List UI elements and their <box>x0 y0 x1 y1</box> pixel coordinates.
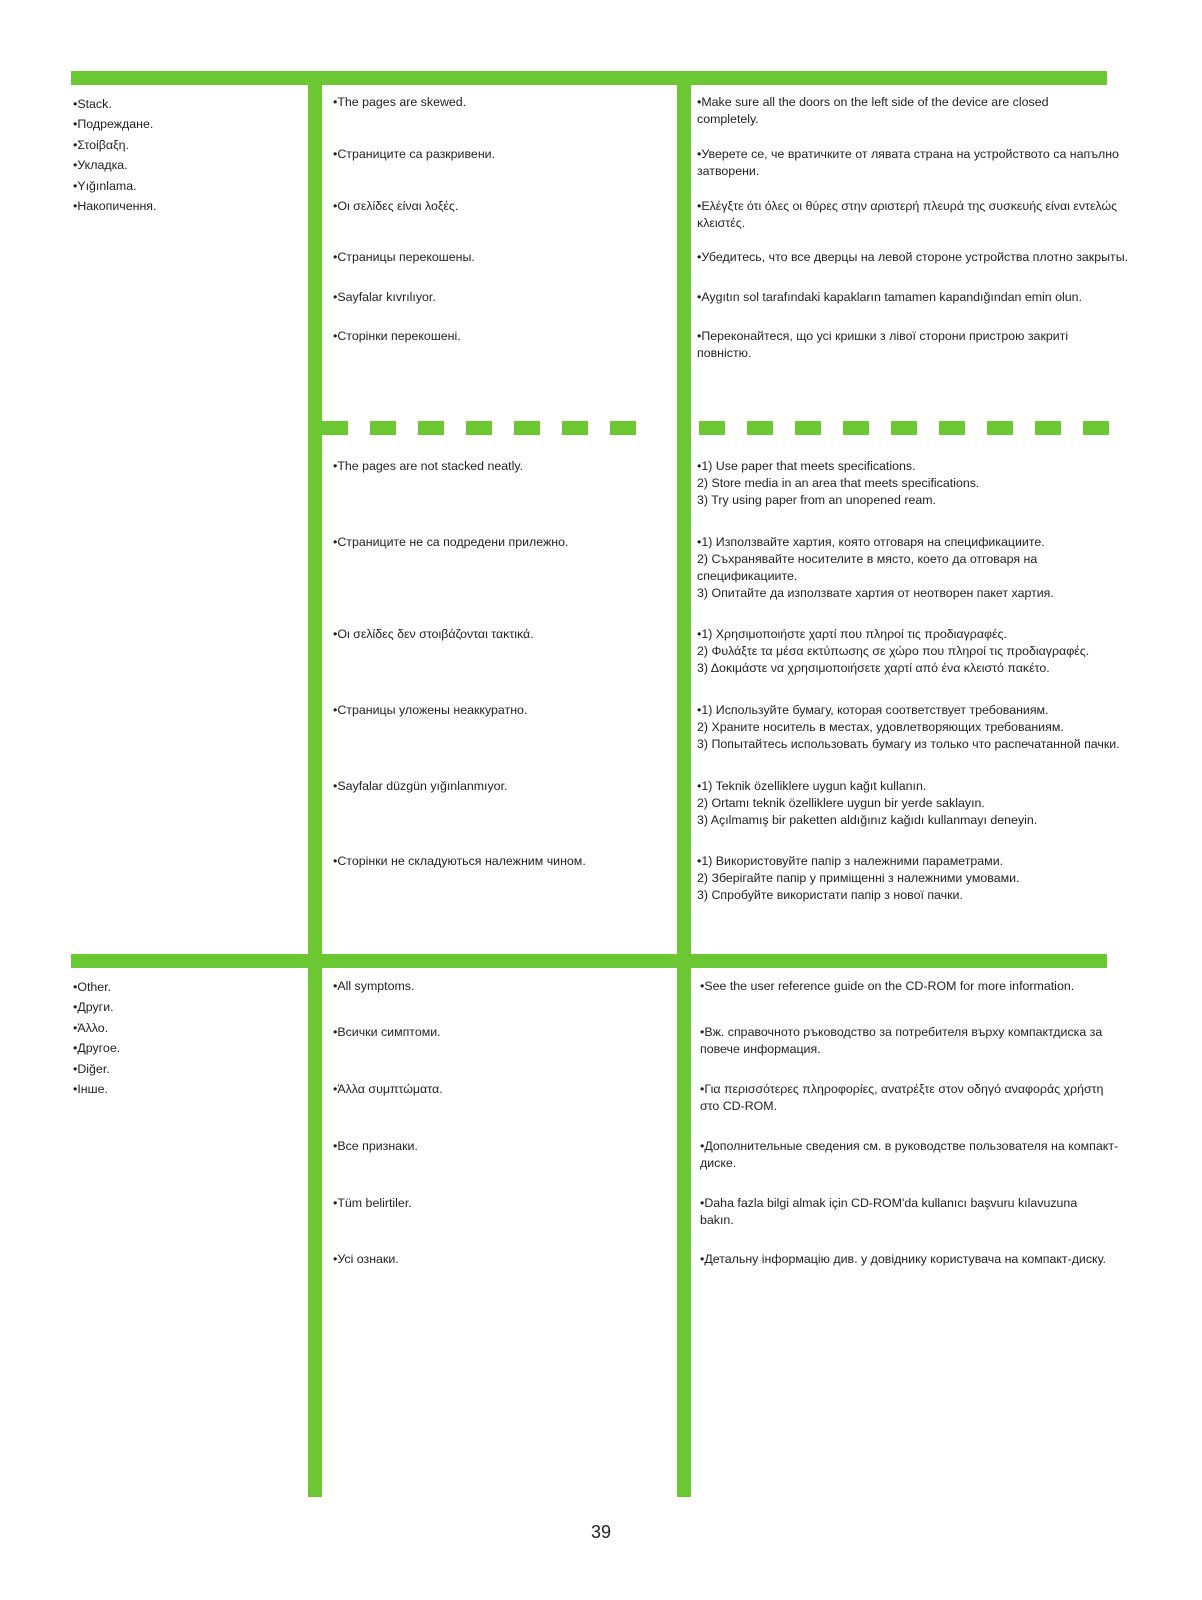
dash-segment <box>322 421 348 435</box>
dash-segment <box>843 421 869 435</box>
problem-text: •Сторінки не складуються належним чином. <box>333 854 586 868</box>
problem-text: •Sayfalar kıvrılıyor. <box>333 290 436 304</box>
category-item: •Накопичення. <box>73 199 157 214</box>
solution-text: •Детальну інформацію див. у довіднику користувача на компакт-диску. <box>700 1252 1107 1266</box>
category-item: •Άλλο. <box>73 1020 109 1035</box>
category-item: •Diğer. <box>73 1061 110 1076</box>
problem-text: •Οι σελίδες είναι λοξές. <box>333 199 459 213</box>
solution-text: •1) Використовуйте папір з належними параметрами. 2) Зберігайте папір у приміщенні з належними умовами. 3) Спробуйте використати папір з нової пачки. <box>697 854 1020 902</box>
section-rule <box>71 954 1107 968</box>
problem-text: •Άλλα συμπτώματα. <box>333 1082 443 1096</box>
solution-text: •Убедитесь, что все дверцы на левой стороне устройства плотно закрыты. <box>697 250 1129 264</box>
top-rule <box>71 71 1107 85</box>
category-item: •Інше. <box>73 1082 108 1097</box>
problem-text: •Страниците не са подредени прилежно. <box>333 535 569 549</box>
dash-segment <box>1083 421 1109 435</box>
dash-segment <box>747 421 773 435</box>
problem-text: •Страницы уложены неаккуратно. <box>333 703 528 717</box>
category-item: •Другое. <box>73 1041 121 1056</box>
problem-text: •Усі ознаки. <box>333 1252 399 1266</box>
solution-text: •Για περισσότερες πληροφορίες, ανατρέξτε στον οδηγό αναφοράς χρήστη στο CD-ROM. <box>700 1082 1104 1113</box>
solution-text: •See the user reference guide on the CD-ROM for more information. <box>700 979 1075 993</box>
solution-text: •Aygıtın sol tarafındaki kapakların tamamen kapandığından emin olun. <box>697 290 1083 304</box>
category-list-stack <box>73 94 156 216</box>
category-list-other <box>73 977 120 1099</box>
dash-segment <box>1035 421 1061 435</box>
problem-text: •Страницы перекошены. <box>333 250 475 264</box>
solution-text: •1) Teknik özelliklere uygun kağıt kullanın. 2) Ortamı teknik özelliklere uygun bir yerde saklayın. 3) Açılmamış bir paketten aldığınız kağıdı kullanmayı deneyin. <box>697 779 1038 827</box>
solution-text: •Дополнительные сведения см. в руководстве пользователя на компакт- диске. <box>700 1139 1119 1170</box>
solution-text: •1) Χρησιμοποιήστε χαρτί που πληροί τις προδιαγραφές. 2) Φυλάξτε τα μέσα εκτύπωσης σε χώρο που πληροί τις προδιαγραφές. 3) Δοκιμάστε να χρησιμοποιήσετε χαρτί από ένα κλειστό πακέτο. <box>697 627 1090 675</box>
problem-text: •Страниците са разкривени. <box>333 147 496 161</box>
category-item: •Stack. <box>73 97 112 111</box>
problem-text: •Οι σελίδες δεν στοιβάζονται τακτικά. <box>333 627 534 641</box>
dash-segment <box>699 421 725 435</box>
dash-segment <box>610 421 636 435</box>
category-item: •Other. <box>73 980 112 994</box>
solution-text: •Вж. справочното ръководство за потребителя върху компактдиска за повече информация. <box>700 1025 1103 1056</box>
page-number: 39 <box>590 1522 612 1542</box>
category-item: •Yığınlama. <box>73 178 137 193</box>
problem-text: •Всички симптоми. <box>333 1025 441 1039</box>
dash-segment <box>418 421 444 435</box>
problem-text: •Все признаки. <box>333 1139 418 1153</box>
dash-segment <box>466 421 492 435</box>
solution-text: •Уверете се, че вратичките от лявата страна на устройството са напълно затворени. <box>697 147 1119 178</box>
column-rule-right <box>677 71 691 1497</box>
solution-text: •Переконайтеся, що усі кришки з лівої сторони пристрою закриті повністю. <box>697 329 1069 360</box>
solution-text: •1) Используйте бумагу, которая соответствует требованиям. 2) Храните носитель в местах, удовлетворяющих требованиям. 3) Попытайтесь использовать бумагу из только что распечатанной пачки. <box>697 703 1120 751</box>
solution-text: •Daha fazla bilgi almak için CD-ROM'da kullanıcı başvuru kılavuzuna bakın. <box>700 1196 1078 1227</box>
problem-text: •Tüm belirtiler. <box>333 1196 412 1210</box>
dash-segment <box>514 421 540 435</box>
category-item: •Укладка. <box>73 158 128 173</box>
solution-text: •1) Използвайте хартия, която отговаря на спецификациите. 2) Съхранявайте носителите в място, което да отговаря на спецификациите. 3) Опитайте да използвате хартия от неотворен пакет хартия. <box>697 535 1054 600</box>
problem-text: •All symptoms. <box>333 979 415 993</box>
problem-text: •The pages are not stacked neatly. <box>333 459 524 473</box>
solution-text: •Make sure all the doors on the left side of the device are closed completely. <box>697 95 1049 126</box>
dash-segment <box>987 421 1013 435</box>
solution-text: •1) Use paper that meets specifications. 2) Store media in an area that meets specifications. 3) Try using paper from an unopened ream. <box>697 459 980 507</box>
column-rule-left <box>308 71 322 1497</box>
category-item: •Στοίβαξη. <box>73 137 129 152</box>
dash-segment <box>562 421 588 435</box>
category-item: •Подреждане. <box>73 117 154 132</box>
dash-segment <box>370 421 396 435</box>
problem-text: •Сторінки перекошені. <box>333 329 461 343</box>
solution-text: •Ελέγξτε ότι όλες οι θύρες στην αριστερή πλευρά της συσκευής είναι εντελώς κλειστές. <box>697 199 1118 230</box>
problem-text: •Sayfalar düzgün yığınlanmıyor. <box>333 779 508 793</box>
problem-text: •The pages are skewed. <box>333 95 467 109</box>
dash-segment <box>795 421 821 435</box>
dash-segment <box>939 421 965 435</box>
dash-segment <box>891 421 917 435</box>
category-item: •Други. <box>73 1000 114 1015</box>
